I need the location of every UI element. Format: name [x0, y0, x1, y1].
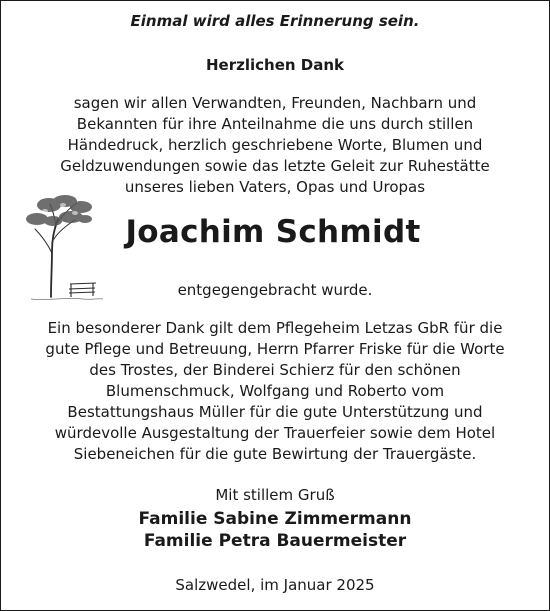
intro-line: sagen wir allen Verwandten, Freunden, Nachbarn und — [73, 94, 477, 112]
received-text: entgegengebracht wurde. — [177, 281, 373, 299]
special-thanks-paragraph — [20, 318, 530, 465]
family-signature: Familie Sabine Zimmermann — [138, 509, 412, 529]
intro-paragraph — [20, 93, 530, 198]
thanks-line: Siebeneichen für die gute Bewirtung der Trauergäste. — [73, 445, 477, 463]
thanks-line: Ein besonderer Dank gilt dem Pflegeheim Letzas GbR für die — [47, 319, 503, 337]
motto: Einmal wird alles Erinnerung sein. — [130, 12, 420, 30]
thanks-line: Blumenschmuck, Wolfgang und Roberto vom — [105, 382, 445, 400]
intro-line: Geldzuwendungen sowie das letzte Geleit zur Ruhestätte — [60, 157, 490, 175]
closing-greeting: Mit stillem Gruß — [215, 486, 335, 504]
thanks-line: des Trostes, der Binderei Schierz für den schönen — [89, 361, 461, 379]
deceased-name: Joachim Schmidt — [125, 214, 421, 250]
intro-line: unseres lieben Vaters, Opas und Uropas — [124, 178, 426, 196]
thanks-line: gute Pflege und Betreuung, Herrn Pfarrer Friske für die Worte — [45, 340, 505, 358]
thanks-line: würdevolle Ausgestaltung der Trauerfeier sowie dem Hotel — [54, 424, 496, 442]
place-date: Salzwedel, im Januar 2025 — [175, 576, 375, 594]
tree-with-bench-icon — [25, 193, 105, 305]
thanks-heading: Herzlichen Dank — [205, 56, 344, 74]
intro-line: Bekannten für ihre Anteilnahme die uns durch stillen — [76, 115, 474, 133]
thanks-line: Bestattungshaus Müller für die gute Unterstützung und — [67, 403, 483, 421]
intro-line: Händedruck, herzlich geschriebene Worte, Blumen und — [67, 136, 483, 154]
family-signature: Familie Petra Bauermeister — [143, 531, 407, 551]
